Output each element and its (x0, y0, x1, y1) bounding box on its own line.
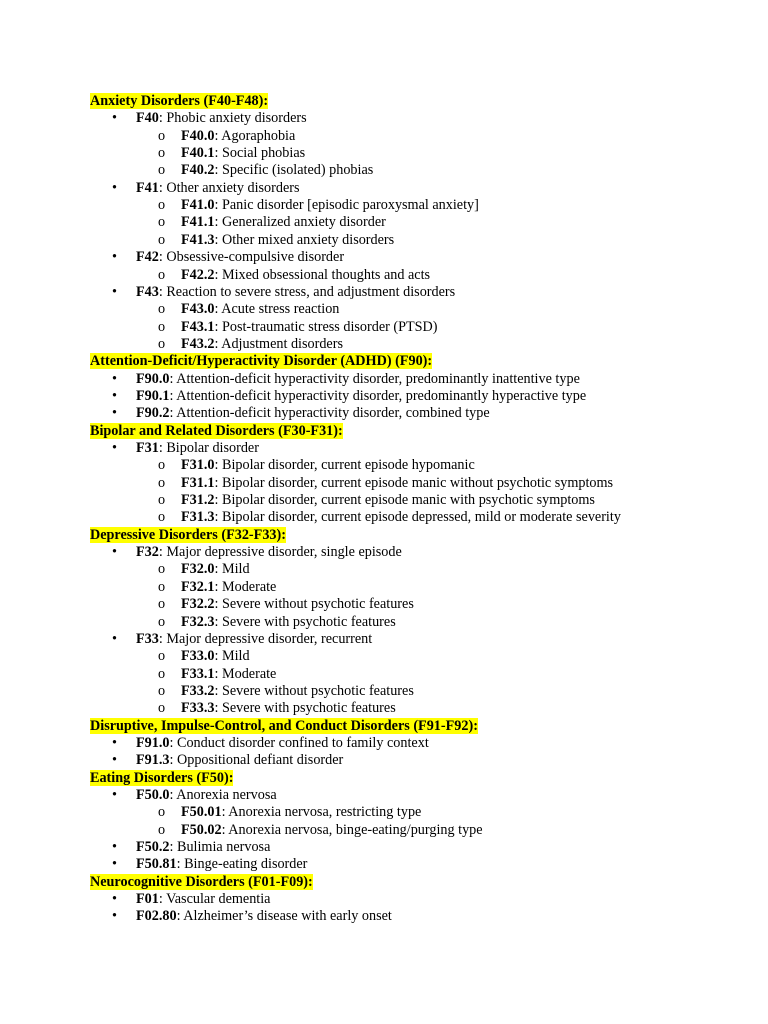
sub-list-item (0, 699, 700, 717)
sub-list-item (0, 300, 700, 318)
sub-list-item-text (181, 456, 475, 474)
sub-list-item-code: F41.0 (181, 197, 215, 214)
list-item-text (136, 855, 307, 873)
sub-list-item (0, 318, 700, 336)
list-item-desc: : Attention-deficit hyperactivity disorder, combined type (169, 405, 490, 422)
section-heading-text: Eating Disorders (F50): (90, 769, 234, 786)
sub-bullet-marker: o (158, 231, 166, 248)
sub-bullet-marker: o (158, 665, 166, 682)
list-item-code: F32 (136, 544, 159, 561)
sub-list-item-desc: : Bipolar disorder, current episode manic without psychotic symptoms (214, 474, 614, 491)
sub-list-item-text (181, 318, 438, 336)
bullet-marker: • (112, 908, 117, 925)
section-heading (90, 717, 768, 735)
sub-list-item (0, 665, 700, 683)
sub-list-item-text (181, 647, 250, 665)
list-item (0, 751, 700, 769)
bullet-marker: • (112, 787, 117, 803)
sub-list-item (0, 613, 700, 631)
list-item-text (136, 543, 402, 561)
sub-list-item-desc: : Agoraphobia (214, 127, 296, 144)
sub-list-item-code: F31.2 (181, 492, 215, 509)
sub-list-item-code: F32.3 (181, 613, 215, 630)
sub-bullet-marker: o (158, 804, 166, 821)
sub-list-item-desc: : Severe without psychotic features (214, 682, 414, 699)
sub-list-item (0, 821, 700, 839)
sub-bullet-marker: o (158, 578, 166, 595)
sub-list-item-text (181, 821, 483, 839)
list-item-text (136, 751, 343, 769)
bullet-marker: • (112, 544, 117, 561)
sub-list-item (0, 144, 700, 162)
list-item-desc: : Alzheimer’s disease with early onset (176, 908, 392, 925)
list-item-desc: : Reaction to severe stress, and adjustment disorders (158, 283, 456, 300)
section-heading (90, 92, 768, 110)
sub-list-item-desc: : Anorexia nervosa, restricting type (221, 804, 422, 821)
sub-list-item-code: F32.0 (181, 561, 215, 578)
list-item (0, 786, 700, 804)
list-item (0, 404, 700, 422)
list-item-text (136, 838, 270, 856)
section-heading-text: Attention-Deficit/Hyperactivity Disorder (ADHD) (F90): (90, 353, 433, 370)
list-item-desc: : Attention-deficit hyperactivity disorder, predominantly inattentive type (169, 370, 580, 387)
list-item-desc: : Other anxiety disorders (158, 179, 300, 196)
list-item-text (136, 109, 307, 127)
bullet-marker: • (112, 179, 117, 196)
sub-list-item-text (181, 474, 613, 492)
sub-list-item-text (181, 508, 621, 526)
sub-list-item (0, 266, 700, 284)
bullet-marker: • (112, 856, 117, 873)
list-item-text (136, 786, 277, 804)
sub-list-item-desc: : Mild (214, 648, 250, 665)
sub-list-item-text (181, 231, 394, 249)
bullet-marker: • (112, 249, 117, 266)
sub-list-item-desc: : Severe without psychotic features (214, 596, 414, 613)
sub-list-item (0, 803, 700, 821)
sub-list-item-desc: : Moderate (214, 665, 277, 682)
list-item-desc: : Vascular dementia (158, 891, 271, 908)
sub-list-item (0, 231, 700, 249)
sub-list-item-desc: : Mixed obsessional thoughts and acts (214, 266, 431, 283)
sub-bullet-marker: o (158, 561, 166, 578)
sub-list-item-text (181, 300, 339, 318)
sub-list-item-text (181, 595, 414, 613)
list-item (0, 734, 700, 752)
sub-bullet-marker: o (158, 301, 166, 318)
list-item (0, 630, 700, 648)
sub-list-item (0, 127, 700, 145)
list-item-desc: : Attention-deficit hyperactivity disorder, predominantly hyperactive type (169, 387, 587, 404)
sub-bullet-marker: o (158, 613, 166, 630)
sub-list-item-code: F41.1 (181, 214, 215, 231)
list-item-code: F33 (136, 630, 159, 647)
sub-bullet-marker: o (158, 266, 166, 283)
sub-bullet-marker: o (158, 492, 166, 509)
section-heading-text: Depressive Disorders (F32-F33): (90, 526, 286, 543)
sub-list-item-desc: : Specific (isolated) phobias (214, 162, 374, 179)
sub-bullet-marker: o (158, 457, 166, 474)
bullet-marker: • (112, 370, 117, 387)
sub-bullet-marker: o (158, 145, 166, 162)
list-item-text (136, 283, 455, 301)
bullet-marker: • (112, 752, 117, 769)
list-item-code: F43 (136, 283, 159, 300)
list-item-code: F01 (136, 891, 159, 908)
list-item-code: F50.0 (136, 787, 170, 803)
sub-list-item-desc: : Moderate (214, 578, 277, 595)
section-heading (90, 526, 768, 544)
list-item (0, 109, 700, 127)
sub-list-item-desc: : Panic disorder [episodic paroxysmal anxiety] (214, 197, 479, 214)
list-item-text (136, 179, 300, 197)
sub-bullet-marker: o (158, 318, 166, 335)
list-item-code: F91.0 (136, 734, 170, 751)
list-item-code: F50.81 (136, 856, 177, 873)
list-item-code: F90.2 (136, 405, 170, 422)
list-item (0, 283, 700, 301)
list-item-code: F42 (136, 249, 159, 266)
list-item-text (136, 890, 270, 908)
sub-list-item-text (181, 665, 276, 683)
section-heading (90, 769, 768, 787)
sub-bullet-marker: o (158, 682, 166, 699)
list-item-code: F41 (136, 179, 159, 196)
sub-list-item-text (181, 803, 421, 821)
list-item-code: F02.80 (136, 908, 177, 925)
bullet-marker: • (112, 110, 117, 127)
sub-list-item-code: F43.0 (181, 301, 215, 318)
list-item (0, 907, 700, 925)
sub-list-item (0, 213, 700, 231)
list-item-desc: : Binge-eating disorder (176, 856, 308, 873)
bullet-marker: • (112, 630, 117, 647)
sub-list-item-text (181, 335, 343, 353)
list-item-desc: : Bulimia nervosa (169, 839, 271, 856)
sub-list-item-desc: : Generalized anxiety disorder (214, 214, 386, 231)
sub-list-item-desc: : Bipolar disorder, current episode depressed, mild or moderate severity (214, 509, 621, 526)
bullet-marker: • (112, 839, 117, 856)
list-item-code: F90.0 (136, 370, 170, 387)
bullet-marker: • (112, 387, 117, 404)
list-item-text (136, 387, 586, 405)
section-heading (90, 873, 768, 891)
sub-list-item-desc: : Social phobias (214, 145, 306, 162)
list-item (0, 838, 700, 856)
list-item (0, 439, 700, 457)
section-heading-text: Disruptive, Impulse-Control, and Conduct Disorders (F91-F92): (90, 717, 478, 734)
sub-list-item-desc: : Bipolar disorder, current episode hypomanic (214, 457, 475, 474)
bullet-marker: • (112, 440, 117, 456)
sub-bullet-marker: o (158, 474, 166, 491)
sub-bullet-marker: o (158, 162, 166, 179)
list-item-text (136, 404, 490, 422)
list-item-code: F40 (136, 110, 159, 127)
sub-list-item (0, 161, 700, 179)
sub-bullet-marker: o (158, 127, 166, 144)
sub-list-item-text (181, 560, 250, 578)
bullet-marker: • (112, 283, 117, 300)
list-item-code: F50.2 (136, 839, 170, 856)
list-item-code: F91.3 (136, 752, 170, 769)
sub-list-item-code: F31.1 (181, 474, 215, 491)
list-item (0, 248, 700, 266)
list-item (0, 370, 700, 388)
sub-list-item-desc: : Bipolar disorder, current episode manic with psychotic symptoms (214, 492, 595, 509)
sub-list-item (0, 595, 700, 613)
list-item (0, 179, 700, 197)
section-heading-text: Bipolar and Related Disorders (F30-F31): (90, 422, 343, 439)
sub-list-item-code: F50.02 (181, 821, 222, 838)
list-item-desc: : Anorexia nervosa (169, 787, 277, 803)
sub-list-item-desc: : Other mixed anxiety disorders (214, 231, 395, 248)
bullet-marker: • (112, 891, 117, 908)
sub-list-item-code: F40.2 (181, 162, 215, 179)
list-item-code: F31 (136, 440, 159, 456)
list-item-text (136, 734, 429, 752)
list-item-desc: : Conduct disorder confined to family context (169, 734, 429, 751)
bullet-marker: • (112, 734, 117, 751)
sub-list-item-text (181, 613, 396, 631)
section-heading (90, 352, 768, 370)
section-heading-text: Neurocognitive Disorders (F01-F09): (90, 873, 313, 890)
sub-list-item-text (181, 161, 373, 179)
list-item-desc: : Obsessive-compulsive disorder (158, 249, 345, 266)
sub-list-item (0, 196, 700, 214)
sub-list-item-code: F43.1 (181, 318, 215, 335)
list-item-desc: : Bipolar disorder (158, 440, 259, 456)
sub-list-item-code: F31.0 (181, 457, 215, 474)
sub-list-item-text (181, 213, 386, 231)
sub-list-item-code: F50.01 (181, 804, 222, 821)
sub-list-item (0, 647, 700, 665)
sub-list-item-code: F33.3 (181, 700, 215, 717)
list-item-text (136, 439, 259, 457)
section-heading-text: Anxiety Disorders (F40-F48): (90, 93, 269, 109)
list-item (0, 890, 700, 908)
sub-list-item-text (181, 127, 295, 145)
list-item (0, 387, 700, 405)
sub-list-item (0, 578, 700, 596)
sub-list-item (0, 491, 700, 509)
list-item (0, 543, 700, 561)
sub-list-item-code: F33.0 (181, 648, 215, 665)
sub-list-item-desc: : Severe with psychotic features (214, 613, 396, 630)
sub-list-item (0, 335, 700, 353)
sub-list-item-code: F33.1 (181, 665, 215, 682)
sub-list-item-text (181, 266, 430, 284)
sub-list-item-code: F41.3 (181, 231, 215, 248)
list-item-desc: : Major depressive disorder, recurrent (158, 630, 373, 647)
list-item-text (136, 907, 392, 925)
list-item-text (136, 630, 372, 648)
sub-list-item (0, 682, 700, 700)
sub-list-item-desc: : Mild (214, 561, 250, 578)
sub-list-item-text (181, 196, 479, 214)
sub-list-item-text (181, 682, 414, 700)
sub-bullet-marker: o (158, 596, 166, 613)
sub-list-item-desc: : Acute stress reaction (214, 301, 340, 318)
sub-list-item-code: F40.0 (181, 127, 215, 144)
list-item-desc: : Phobic anxiety disorders (158, 110, 307, 127)
sub-list-item-code: F43.2 (181, 335, 215, 352)
sub-list-item-code: F42.2 (181, 266, 215, 283)
sub-list-item-code: F40.1 (181, 145, 215, 162)
sub-list-item-text (181, 578, 276, 596)
sub-list-item-desc: : Severe with psychotic features (214, 700, 396, 717)
sub-list-item-text (181, 144, 305, 162)
sub-bullet-marker: o (158, 197, 166, 214)
sub-bullet-marker: o (158, 821, 166, 838)
sub-list-item-code: F32.1 (181, 578, 215, 595)
list-item-code: F90.1 (136, 387, 170, 404)
sub-list-item-desc: : Post-traumatic stress disorder (PTSD) (214, 318, 438, 335)
sub-list-item (0, 560, 700, 578)
sub-list-item (0, 456, 700, 474)
bullet-marker: • (112, 405, 117, 422)
list-item (0, 855, 700, 873)
list-item-desc: : Oppositional defiant disorder (169, 752, 344, 769)
sub-bullet-marker: o (158, 214, 166, 231)
sub-list-item-desc: : Anorexia nervosa, binge-eating/purging type (221, 821, 483, 838)
section-heading (90, 422, 768, 440)
sub-bullet-marker: o (158, 335, 166, 352)
sub-bullet-marker: o (158, 700, 166, 717)
sub-list-item (0, 508, 700, 526)
sub-list-item-code: F33.2 (181, 682, 215, 699)
sub-list-item-desc: : Adjustment disorders (214, 335, 343, 352)
sub-list-item (0, 474, 700, 492)
sub-list-item-text (181, 699, 396, 717)
sub-list-item-text (181, 491, 595, 509)
list-item-desc: : Major depressive disorder, single episode (158, 544, 402, 561)
sub-bullet-marker: o (158, 509, 166, 526)
sub-bullet-marker: o (158, 648, 166, 665)
sub-list-item-code: F31.3 (181, 509, 215, 526)
list-item-text (136, 248, 344, 266)
sub-list-item-code: F32.2 (181, 596, 215, 613)
list-item-text (136, 370, 580, 388)
